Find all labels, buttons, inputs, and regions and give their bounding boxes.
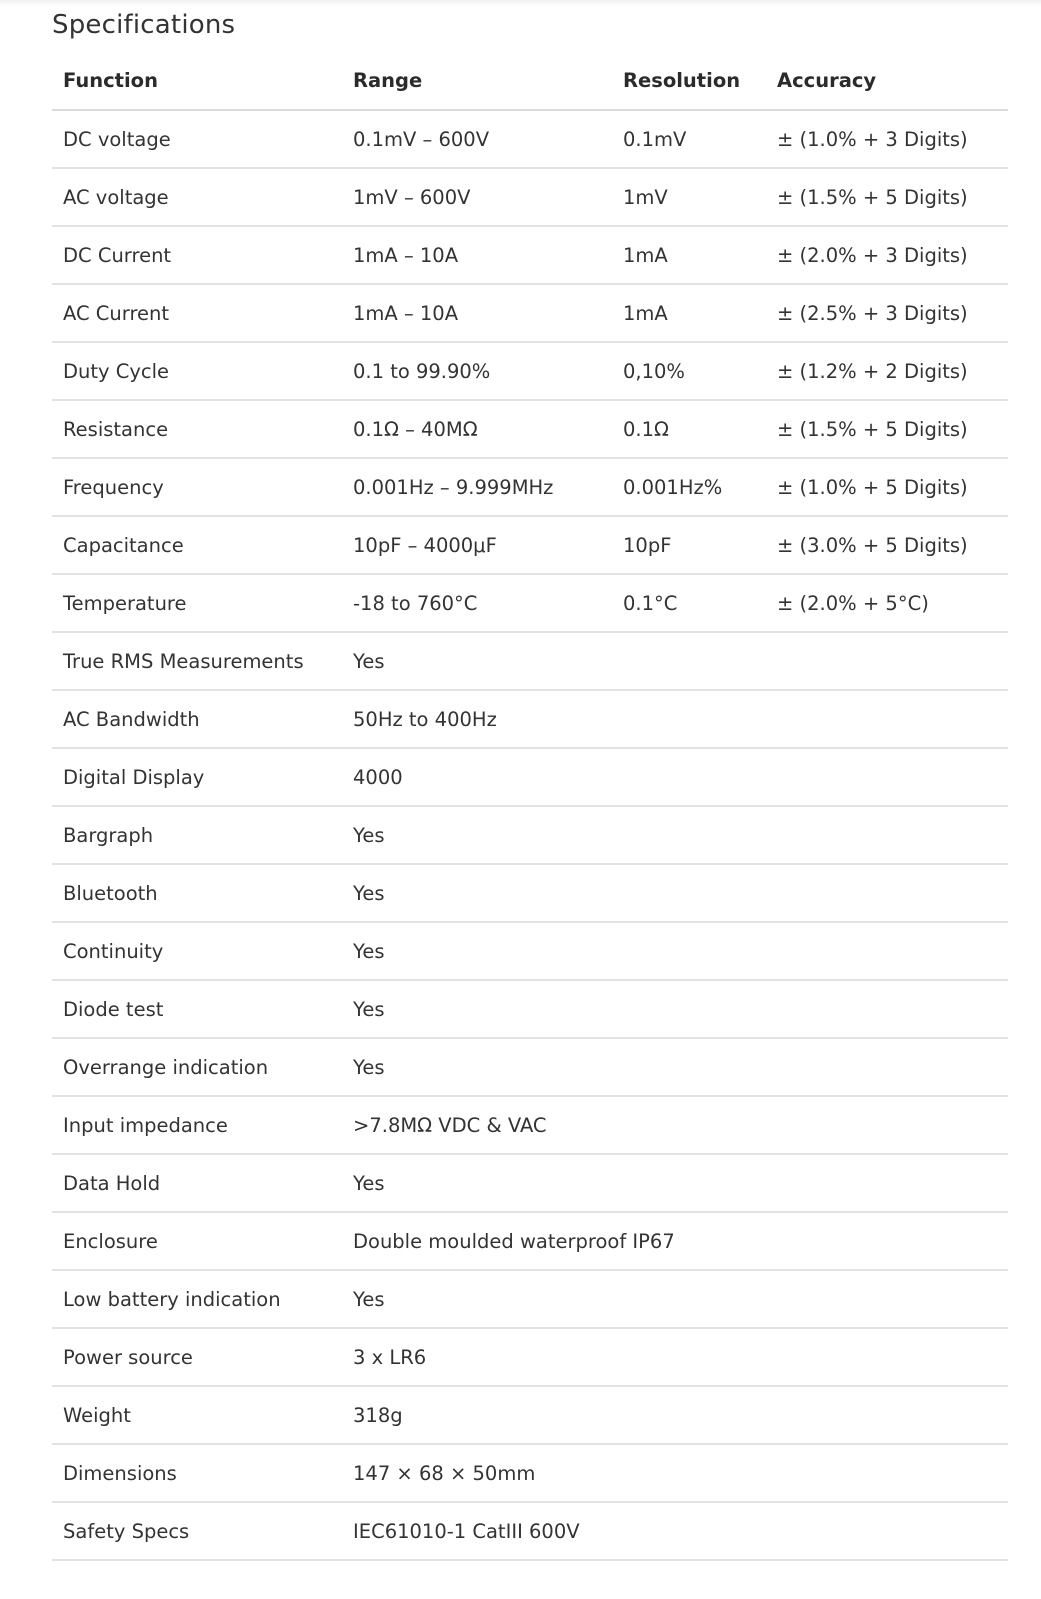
table-row	[52, 168, 1008, 226]
table-row	[52, 516, 1008, 574]
cell-range: Yes	[342, 632, 612, 690]
cell-range: 1mV – 600V	[342, 168, 612, 226]
table-row	[52, 864, 1008, 922]
cell-function: Dimensions	[52, 1444, 342, 1502]
header-accuracy: Accuracy	[766, 52, 1008, 110]
cell-resolution	[612, 980, 766, 1038]
cell-range: 10pF – 4000μF	[342, 516, 612, 574]
table-row	[52, 1444, 1008, 1502]
cell-resolution	[612, 632, 766, 690]
cell-resolution	[612, 864, 766, 922]
cell-accuracy: ± (1.0% + 5 Digits)	[766, 458, 1008, 516]
cell-function: Data Hold	[52, 1154, 342, 1212]
cell-function: Enclosure	[52, 1212, 342, 1270]
page-title: Specifications	[52, 10, 236, 40]
cell-resolution: 0.1°C	[612, 574, 766, 632]
cell-range: Yes	[342, 1038, 612, 1096]
cell-function: Input impedance	[52, 1096, 342, 1154]
table-row	[52, 748, 1008, 806]
cell-range: 3 x LR6	[342, 1328, 612, 1386]
cell-function: Capacitance	[52, 516, 342, 574]
cell-resolution	[612, 748, 766, 806]
cell-range: 0.1 to 99.90%	[342, 342, 612, 400]
cell-function: DC voltage	[52, 110, 342, 168]
cell-function: Bluetooth	[52, 864, 342, 922]
cell-resolution	[612, 1270, 766, 1328]
cell-resolution	[612, 1502, 766, 1560]
cell-accuracy	[766, 1212, 1008, 1270]
cell-resolution	[612, 1096, 766, 1154]
table-row	[52, 980, 1008, 1038]
cell-resolution	[612, 1386, 766, 1444]
cell-range: 0.001Hz – 9.999MHz	[342, 458, 612, 516]
cell-range: Yes	[342, 864, 612, 922]
cell-function: Frequency	[52, 458, 342, 516]
cell-range: 147 × 68 × 50mm	[342, 1444, 612, 1502]
table-row	[52, 1270, 1008, 1328]
cell-resolution: 10pF	[612, 516, 766, 574]
table-row	[52, 1386, 1008, 1444]
table-row	[52, 1038, 1008, 1096]
cell-function: Safety Specs	[52, 1502, 342, 1560]
cell-function: Continuity	[52, 922, 342, 980]
cell-range: IEC61010-1 CatIII 600V	[342, 1502, 612, 1560]
table-row	[52, 806, 1008, 864]
cell-function: Digital Display	[52, 748, 342, 806]
cell-resolution: 0.1Ω	[612, 400, 766, 458]
top-shadow	[0, 0, 1041, 6]
cell-range: >7.8MΩ VDC & VAC	[342, 1096, 612, 1154]
table-header-row	[52, 52, 1008, 110]
cell-range: Yes	[342, 1154, 612, 1212]
cell-function: True RMS Measurements	[52, 632, 342, 690]
table-row	[52, 1502, 1008, 1560]
cell-accuracy: ± (1.2% + 2 Digits)	[766, 342, 1008, 400]
cell-resolution: 1mA	[612, 284, 766, 342]
table-row	[52, 226, 1008, 284]
cell-range: 0.1Ω – 40MΩ	[342, 400, 612, 458]
cell-resolution	[612, 806, 766, 864]
cell-accuracy	[766, 1444, 1008, 1502]
cell-resolution: 1mV	[612, 168, 766, 226]
cell-function: Duty Cycle	[52, 342, 342, 400]
cell-resolution: 0.001Hz%	[612, 458, 766, 516]
cell-accuracy	[766, 1502, 1008, 1560]
cell-function: DC Current	[52, 226, 342, 284]
cell-resolution	[612, 690, 766, 748]
cell-range: 50Hz to 400Hz	[342, 690, 612, 748]
table-body	[52, 110, 1008, 1560]
table-row	[52, 110, 1008, 168]
cell-function: AC Bandwidth	[52, 690, 342, 748]
cell-resolution	[612, 922, 766, 980]
cell-range: Yes	[342, 980, 612, 1038]
cell-function: Low battery indication	[52, 1270, 342, 1328]
cell-accuracy: ± (2.5% + 3 Digits)	[766, 284, 1008, 342]
cell-range: Yes	[342, 806, 612, 864]
cell-function: Overrange indication	[52, 1038, 342, 1096]
table-row	[52, 342, 1008, 400]
table-row	[52, 632, 1008, 690]
cell-range: 1mA – 10A	[342, 226, 612, 284]
cell-range: Yes	[342, 922, 612, 980]
cell-resolution	[612, 1154, 766, 1212]
cell-accuracy	[766, 1270, 1008, 1328]
cell-resolution: 0.1mV	[612, 110, 766, 168]
cell-accuracy: ± (2.0% + 3 Digits)	[766, 226, 1008, 284]
cell-range: 4000	[342, 748, 612, 806]
cell-accuracy	[766, 690, 1008, 748]
cell-resolution: 0,10%	[612, 342, 766, 400]
cell-accuracy	[766, 748, 1008, 806]
cell-accuracy: ± (1.0% + 3 Digits)	[766, 110, 1008, 168]
cell-function: Resistance	[52, 400, 342, 458]
cell-accuracy	[766, 1096, 1008, 1154]
header-resolution: Resolution	[612, 52, 766, 110]
table-row	[52, 458, 1008, 516]
table-row	[52, 284, 1008, 342]
header-range: Range	[342, 52, 612, 110]
cell-range: Double moulded waterproof IP67	[342, 1212, 612, 1270]
cell-resolution	[612, 1444, 766, 1502]
cell-accuracy: ± (2.0% + 5°C)	[766, 574, 1008, 632]
cell-range: 1mA – 10A	[342, 284, 612, 342]
header-function: Function	[52, 52, 342, 110]
cell-range: -18 to 760°C	[342, 574, 612, 632]
cell-function: Temperature	[52, 574, 342, 632]
cell-accuracy	[766, 864, 1008, 922]
cell-resolution: 1mA	[612, 226, 766, 284]
cell-accuracy	[766, 1154, 1008, 1212]
table-row	[52, 1212, 1008, 1270]
cell-resolution	[612, 1038, 766, 1096]
cell-function: Diode test	[52, 980, 342, 1038]
cell-function: AC voltage	[52, 168, 342, 226]
cell-function: Bargraph	[52, 806, 342, 864]
table-row	[52, 400, 1008, 458]
table-row	[52, 1328, 1008, 1386]
specifications-table	[52, 52, 1008, 1561]
table-row	[52, 574, 1008, 632]
cell-accuracy	[766, 922, 1008, 980]
table-row	[52, 1096, 1008, 1154]
cell-accuracy	[766, 632, 1008, 690]
cell-accuracy	[766, 1038, 1008, 1096]
cell-range: Yes	[342, 1270, 612, 1328]
cell-accuracy: ± (1.5% + 5 Digits)	[766, 400, 1008, 458]
cell-accuracy	[766, 806, 1008, 864]
cell-resolution	[612, 1328, 766, 1386]
table-row	[52, 690, 1008, 748]
cell-accuracy	[766, 1386, 1008, 1444]
cell-accuracy: ± (3.0% + 5 Digits)	[766, 516, 1008, 574]
cell-function: Power source	[52, 1328, 342, 1386]
cell-function: AC Current	[52, 284, 342, 342]
cell-accuracy	[766, 1328, 1008, 1386]
cell-accuracy	[766, 980, 1008, 1038]
cell-function: Weight	[52, 1386, 342, 1444]
table-row	[52, 1154, 1008, 1212]
table-row	[52, 922, 1008, 980]
cell-accuracy: ± (1.5% + 5 Digits)	[766, 168, 1008, 226]
cell-range: 318g	[342, 1386, 612, 1444]
cell-range: 0.1mV – 600V	[342, 110, 612, 168]
